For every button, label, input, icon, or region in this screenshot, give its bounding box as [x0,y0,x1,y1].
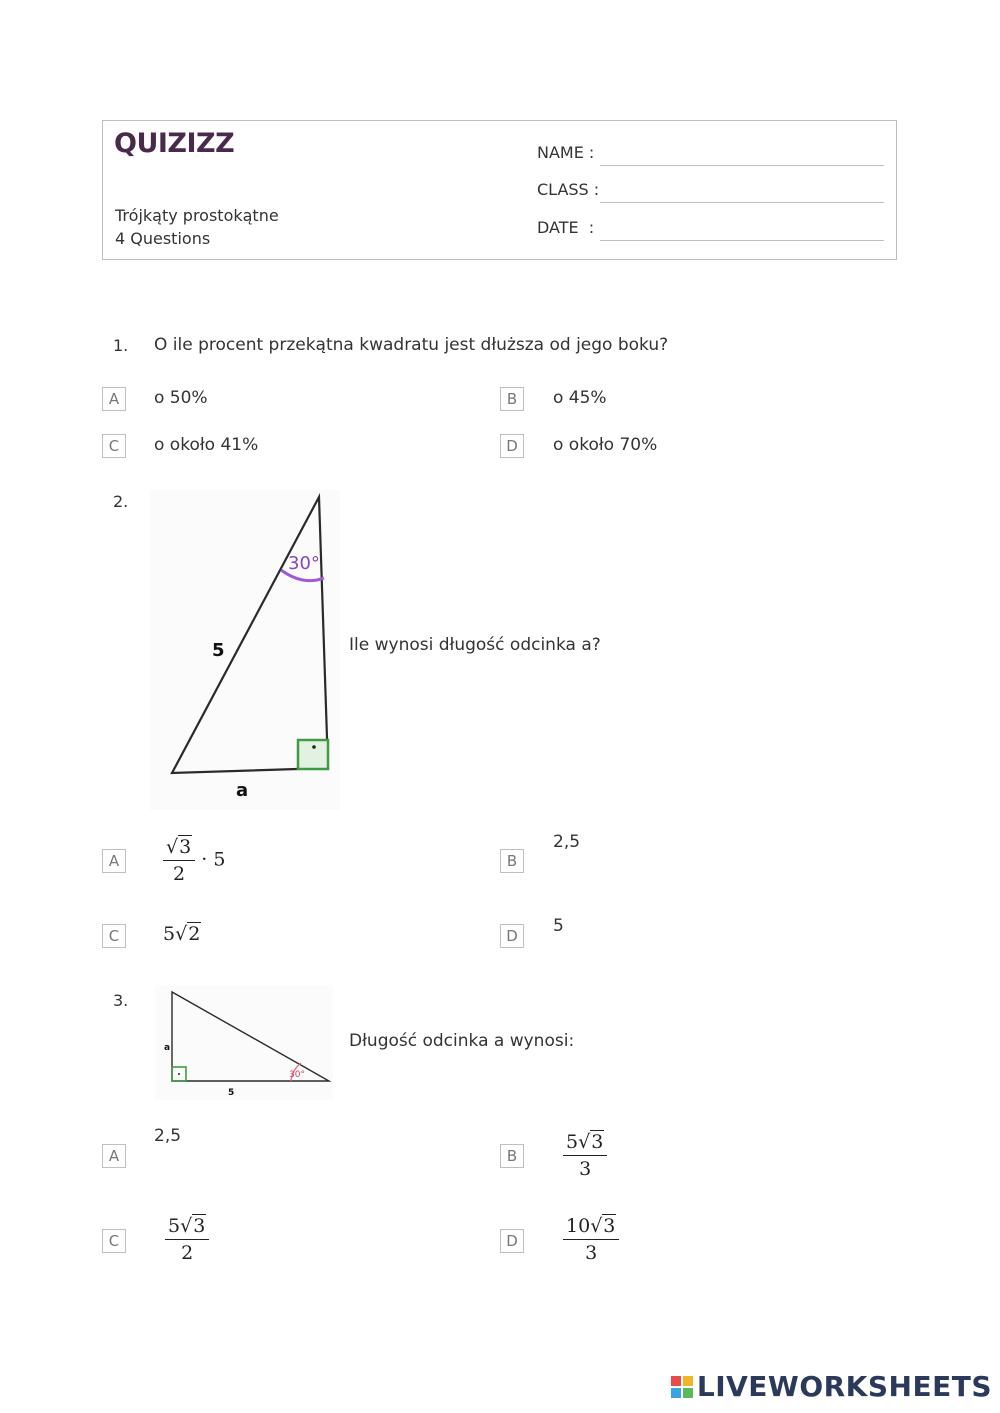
triangle-figure [150,490,340,810]
leg-label: 5 [228,1088,235,1098]
option-box-a[interactable]: A [102,1144,126,1168]
option-text: o około 41% [154,435,259,455]
date-label: DATE : [537,218,595,237]
figure-background [155,985,333,1100]
option-box-d[interactable]: D [500,1229,524,1253]
option-text: 2,5 [553,832,581,852]
option-text: o 50% [154,388,208,408]
hypotenuse-label: 5 [212,640,225,661]
question-number: 3. [113,991,129,1010]
liveworksheets-watermark: LIVEWORKSHEETS [671,1370,992,1403]
option-box-c[interactable]: C [102,924,126,948]
right-angle-dot [312,745,316,749]
option-formula: $\frac{10√3}{3}$ [563,1215,619,1264]
option-box-c[interactable]: C [102,434,126,458]
question-number: 1. [113,336,129,355]
option-formula: 5√2 [163,923,201,945]
option-box-b[interactable]: B [500,849,524,873]
side-label: a [236,780,249,801]
liveworksheets-logo-icon [671,1376,693,1398]
name-field[interactable] [600,165,884,166]
option-box-a[interactable]: A [102,387,126,411]
option-text: 2,5 [154,1126,182,1146]
option-formula: $\frac{√3}{2}$ · 5 [163,836,225,885]
angle-label: 30° [288,553,320,574]
option-text: 5 [553,916,564,936]
option-box-c[interactable]: C [102,1229,126,1253]
option-box-d[interactable]: D [500,434,524,458]
triangle-figure [155,985,333,1100]
quizizz-logo: QUIZIZZ [114,128,235,159]
question-text: O ile procent przekątna kwadratu jest dłuższa od jego boku? [154,335,669,355]
right-angle-marker [298,740,328,769]
class-label: CLASS : [537,180,600,199]
option-box-b[interactable]: B [500,1144,524,1168]
question-text: Ile wynosi długość odcinka a? [349,635,601,655]
option-text: o 45% [553,388,607,408]
angle-label: 30° [289,1070,305,1080]
question-number: 2. [113,492,129,511]
option-box-b[interactable]: B [500,387,524,411]
class-field[interactable] [600,202,884,203]
question-text: Długość odcinka a wynosi: [349,1031,575,1051]
option-formula: $\frac{5√3}{2}$ [165,1215,209,1264]
side-label: a [164,1043,171,1053]
option-formula: $\frac{5√3}{3}$ [563,1131,607,1180]
option-box-a[interactable]: A [102,849,126,873]
question-count: 4 Questions [115,229,211,248]
name-label: NAME : [537,143,595,162]
right-angle-dot [178,1073,180,1075]
option-text: o około 70% [553,435,658,455]
option-box-d[interactable]: D [500,924,524,948]
date-field[interactable] [600,240,884,241]
worksheet-title: Trójkąty prostokątne [115,206,279,225]
